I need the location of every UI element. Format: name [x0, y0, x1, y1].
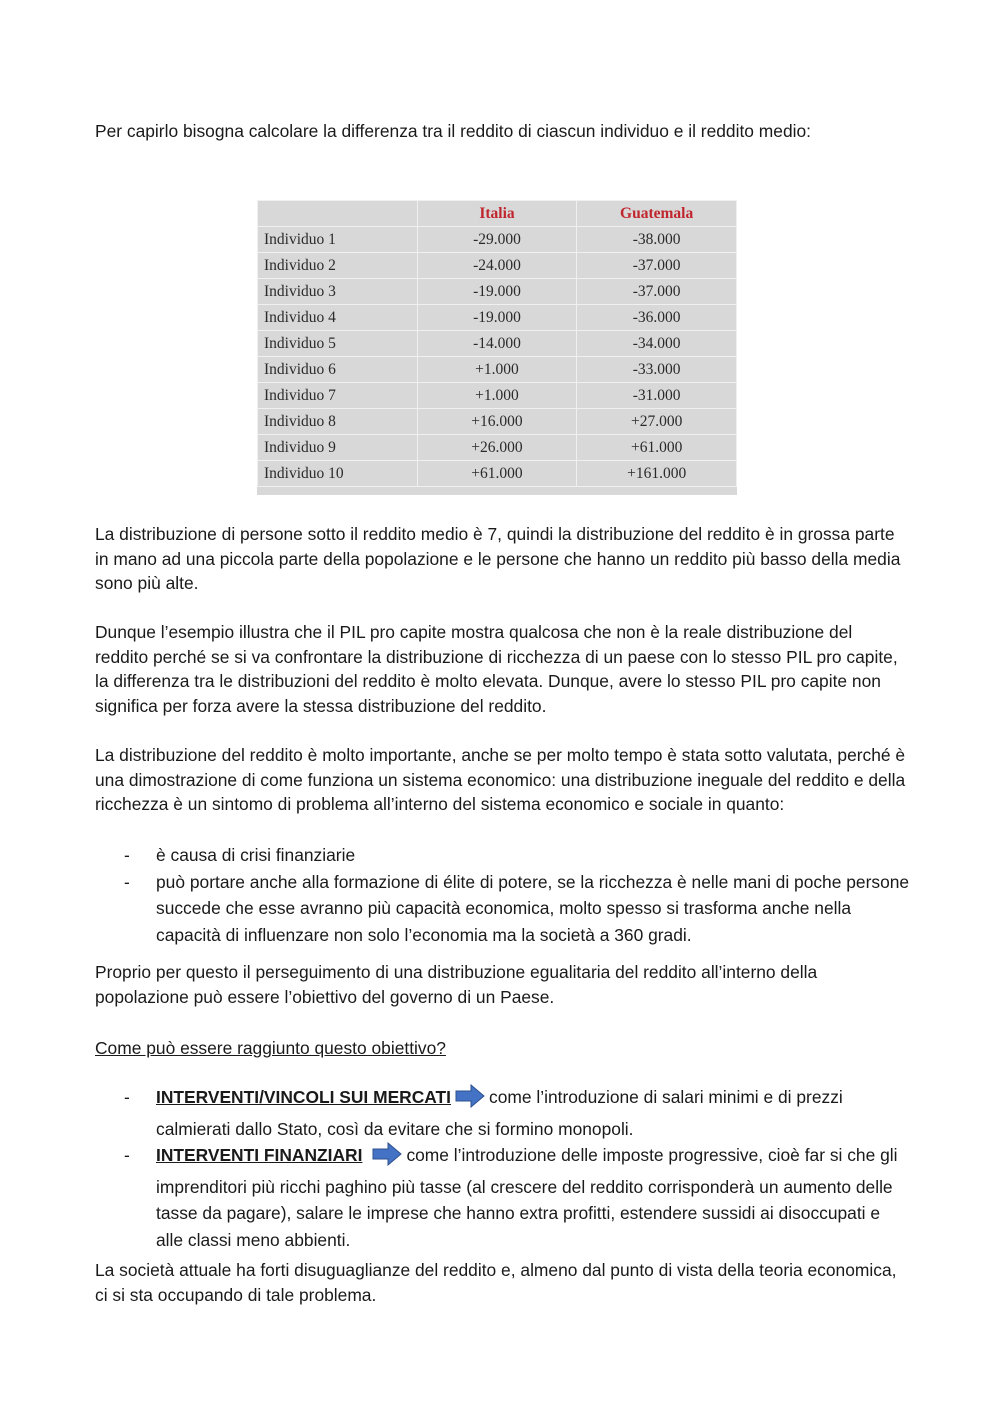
right-arrow-icon: [455, 1084, 485, 1116]
table-header-row: [258, 201, 737, 227]
row-label: Individuo 7: [258, 383, 418, 409]
guatemala-cell: -37.000: [577, 253, 737, 279]
bullet-dash: -: [124, 1087, 130, 1107]
intervention-title: INTERVENTI/VINCOLI SUI MERCATI: [156, 1087, 452, 1107]
table-row: [258, 357, 737, 383]
row-label: Individuo 9: [258, 435, 418, 461]
intervention-title: INTERVENTI FINANZIARI: [156, 1145, 363, 1166]
table-row: [258, 383, 737, 409]
list-item-text: è causa di crisi finanziarie: [156, 845, 356, 865]
table-row: [258, 461, 737, 487]
italia-cell: -29.000: [417, 227, 577, 253]
intervention-text: come l’introduzione di salari minimi e di prezzi calmierati dallo Stato, così da evitare che si formino monopoli.: [156, 1087, 843, 1139]
italia-cell: +26.000: [417, 435, 577, 461]
guatemala-cell: +161.000: [577, 461, 737, 487]
pil-paragraph: Dunque l’esempio illustra che il PIL pro capite mostra qualcosa che non è la reale distribuzione del reddito perché se si va confrontare la distribuzione di ricchezza di un paese con lo stesso PIL pro capite, la differenza tra le distribuzioni del reddito è molto elevata. Dunque, avere lo stesso PIL pro capite non significa per forza avere la stessa distribuzione del reddito.: [95, 622, 898, 716]
guatemala-cell: -34.000: [577, 331, 737, 357]
table-row: [258, 435, 737, 461]
row-label: Individuo 4: [258, 305, 418, 331]
guatemala-cell: -36.000: [577, 305, 737, 331]
table-header-cell: Italia: [417, 201, 577, 227]
list-item: [95, 842, 910, 869]
interventions-list: [95, 1084, 910, 1254]
intervention-text: come l’introduzione delle imposte progressive, cioè far si che gli imprenditori più ricchi paghino più tasse (al crescere del reddito corrisponderà un aumento delle tasse da pagare), salare le imprese che hanno extra profitti, estendere sussidi ai disoccupati e alle classi meno abbienti.: [156, 1145, 898, 1250]
italia-cell: -19.000: [417, 305, 577, 331]
distribution-paragraph: La distribuzione di persone sotto il reddito medio è 7, quindi la distribuzione del reddito è in grossa parte in mano ad una piccola parte della popolazione e le persone che hanno un reddito più basso della media sono più alte.: [95, 524, 901, 594]
row-label: Individuo 1: [258, 227, 418, 253]
bullet-dash: -: [124, 1145, 130, 1166]
row-label: Individuo 5: [258, 331, 418, 357]
italia-cell: -19.000: [417, 279, 577, 305]
bullet-dash: -: [124, 871, 130, 892]
row-label: Individuo 6: [258, 357, 418, 383]
italia-cell: +1.000: [417, 357, 577, 383]
bullet-dash: -: [124, 845, 130, 865]
guatemala-cell: -31.000: [577, 383, 737, 409]
income-difference-table-container: [257, 200, 737, 495]
right-arrow-icon: [372, 1142, 402, 1174]
list-item: [95, 1142, 910, 1253]
table-row: [258, 227, 737, 253]
guatemala-cell: -33.000: [577, 357, 737, 383]
table-row: [258, 253, 737, 279]
guatemala-cell: -37.000: [577, 279, 737, 305]
list-item-text: può portare anche alla formazione di élite di potere, se la ricchezza è nelle mani di poche persone succede che esse avranno più capacità economica, molto spesso si trasforma anche nella capacità di influenzare non solo l’economia ma la società a 360 gradi.: [156, 871, 910, 945]
income-difference-table: [257, 200, 737, 487]
row-label: Individuo 3: [258, 279, 418, 305]
list-item: [95, 869, 910, 949]
table-row: [258, 279, 737, 305]
table-row: [258, 331, 737, 357]
reasons-list: [95, 842, 910, 948]
italia-cell: +61.000: [417, 461, 577, 487]
row-label: Individuo 8: [258, 409, 418, 435]
table-header-cell: [258, 201, 418, 227]
italia-cell: -14.000: [417, 331, 577, 357]
guatemala-cell: +61.000: [577, 435, 737, 461]
intro-paragraph: Per capirlo bisogna calcolare la differenza tra il reddito di ciascun individuo e il reddito medio:: [95, 121, 811, 141]
guatemala-cell: +27.000: [577, 409, 737, 435]
list-item: [95, 1084, 910, 1142]
italia-cell: +1.000: [417, 383, 577, 409]
table-header-cell: Guatemala: [577, 201, 737, 227]
italia-cell: +16.000: [417, 409, 577, 435]
table-row: [258, 305, 737, 331]
row-label: Individuo 10: [258, 461, 418, 487]
importance-paragraph: La distribuzione del reddito è molto importante, anche se per molto tempo è stata sotto valutata, perché è una dimostrazione di come funziona un sistema economico: una distribuzione ineguale del reddito e della ricchezza è un sintomo di problema all’interno del sistema economico e sociale in quanto:: [95, 745, 906, 815]
goal-paragraph: Proprio per questo il perseguimento di una distribuzione egualitaria del reddito all’interno della popolazione può essere l’obiettivo del governo di un Paese.: [95, 962, 818, 1007]
italia-cell: -24.000: [417, 253, 577, 279]
conclusion-paragraph: La società attuale ha forti disuguaglianze del reddito e, almeno dal punto di vista della teoria economica, ci si sta occupando di tale problema.: [95, 1260, 897, 1305]
row-label: Individuo 2: [258, 253, 418, 279]
question-heading: Come può essere raggiunto questo obiettivo?: [95, 1038, 446, 1058]
table-row: [258, 409, 737, 435]
guatemala-cell: -38.000: [577, 227, 737, 253]
